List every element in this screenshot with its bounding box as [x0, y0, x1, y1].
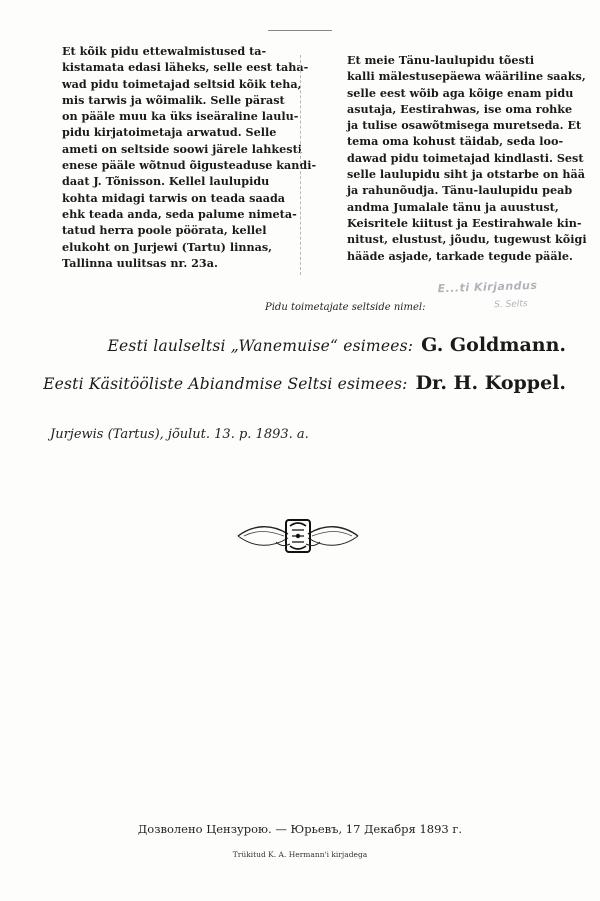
signatures-header: Pidu toimetajate seltside nimel: — [265, 302, 426, 313]
right-line: ja tulise osawõtmisega muretseda. Et — [347, 118, 582, 133]
left-line: tatud herra poole pöörata, kellel — [62, 223, 267, 238]
library-stamp — [437, 278, 568, 323]
left-line: elukoht on Jurjewi (Tartu) linnas, — [62, 239, 273, 254]
left-line: Et kõik pidu ettewalmistused ta- — [62, 44, 267, 58]
left-line: daat J. Tõnisson. Kellel laulupidu — [62, 174, 270, 189]
signer-goldmann — [108, 334, 566, 356]
left-line: pidu kirjatoimetaja arwatud. Selle — [62, 125, 277, 140]
top-rule — [268, 30, 332, 31]
right-line: kalli mälestusepäewa wääriline saaks, — [347, 69, 586, 84]
right-line: selle eest wõib aga kõige enam pidu — [347, 85, 574, 100]
left-column — [62, 43, 317, 271]
left-line: enese pääle wõtnud õigusteaduse kandi- — [62, 158, 317, 173]
dateline: Jurjewis (Tartus), jõulut. 13. p. 1893. a. — [50, 427, 309, 442]
right-line: Et meie Tänu-laulupidu tõesti — [347, 53, 535, 67]
right-line: hääde asjade, tarkade tegude pääle. — [347, 248, 573, 263]
right-line: Keisritele kiitust ja Eestirahwale kin- — [347, 215, 582, 230]
right-line: selle laulupidu siht ja otstarbe on hää — [347, 167, 586, 182]
signer-role: Eesti Käsitööliste Abiandmise Seltsi esimees: — [43, 375, 408, 393]
signer-koppel — [43, 372, 566, 394]
left-line: wad pidu toimetajad seltsid kõik teha, — [62, 76, 302, 91]
left-line: Tallinna uulitsas nr. 23a. — [62, 255, 218, 270]
left-line: ameti on seltside soowi järele lahkesti — [62, 141, 303, 156]
signer-name: G. Goldmann. — [421, 334, 566, 356]
left-line: ehk teada anda, seda palume nimeta- — [62, 206, 297, 221]
signer-name: Dr. H. Koppel. — [415, 372, 566, 394]
left-line: kohta midagi tarwis on teada saada — [62, 190, 286, 205]
right-line: tema oma kohust täidab, seda loo- — [347, 134, 564, 149]
censorship-line: Дозволено Цензурою. — Юрьевъ, 17 Декабря 1893 г. — [137, 822, 463, 836]
signer-role: Eesti laulseltsi „Wanemuise“ esimees: — [107, 337, 414, 355]
ornament-flourish-icon — [236, 516, 360, 556]
left-line: on pääle muu ka üks iseäraline laulu- — [62, 109, 299, 124]
right-column — [347, 52, 587, 264]
right-line: dawad pidu toimetajad kindlasti. Sest — [347, 150, 584, 165]
left-line: mis tarwis ja wõimalik. Selle pärast — [62, 92, 285, 107]
right-line: asutaja, Eestirahwas, ise oma rohke — [347, 101, 573, 116]
printer-line: Trükitud K. A. Hermann'i kirjadega — [232, 850, 368, 859]
right-line: andma Jumalale tänu ja auustust, — [347, 199, 559, 214]
left-line: kistamata edasi läheks, selle eest taha- — [62, 60, 309, 75]
column-divider — [300, 55, 301, 275]
stamp-line-1: E...ti Kirjandus — [437, 278, 538, 296]
stamp-line-2: S. Selts — [494, 299, 528, 311]
right-line: ja rahunõudja. Tänu-laulupidu peab — [347, 183, 573, 198]
right-line: nitust, elustust, jõudu, tugewust kõigi — [347, 232, 587, 247]
